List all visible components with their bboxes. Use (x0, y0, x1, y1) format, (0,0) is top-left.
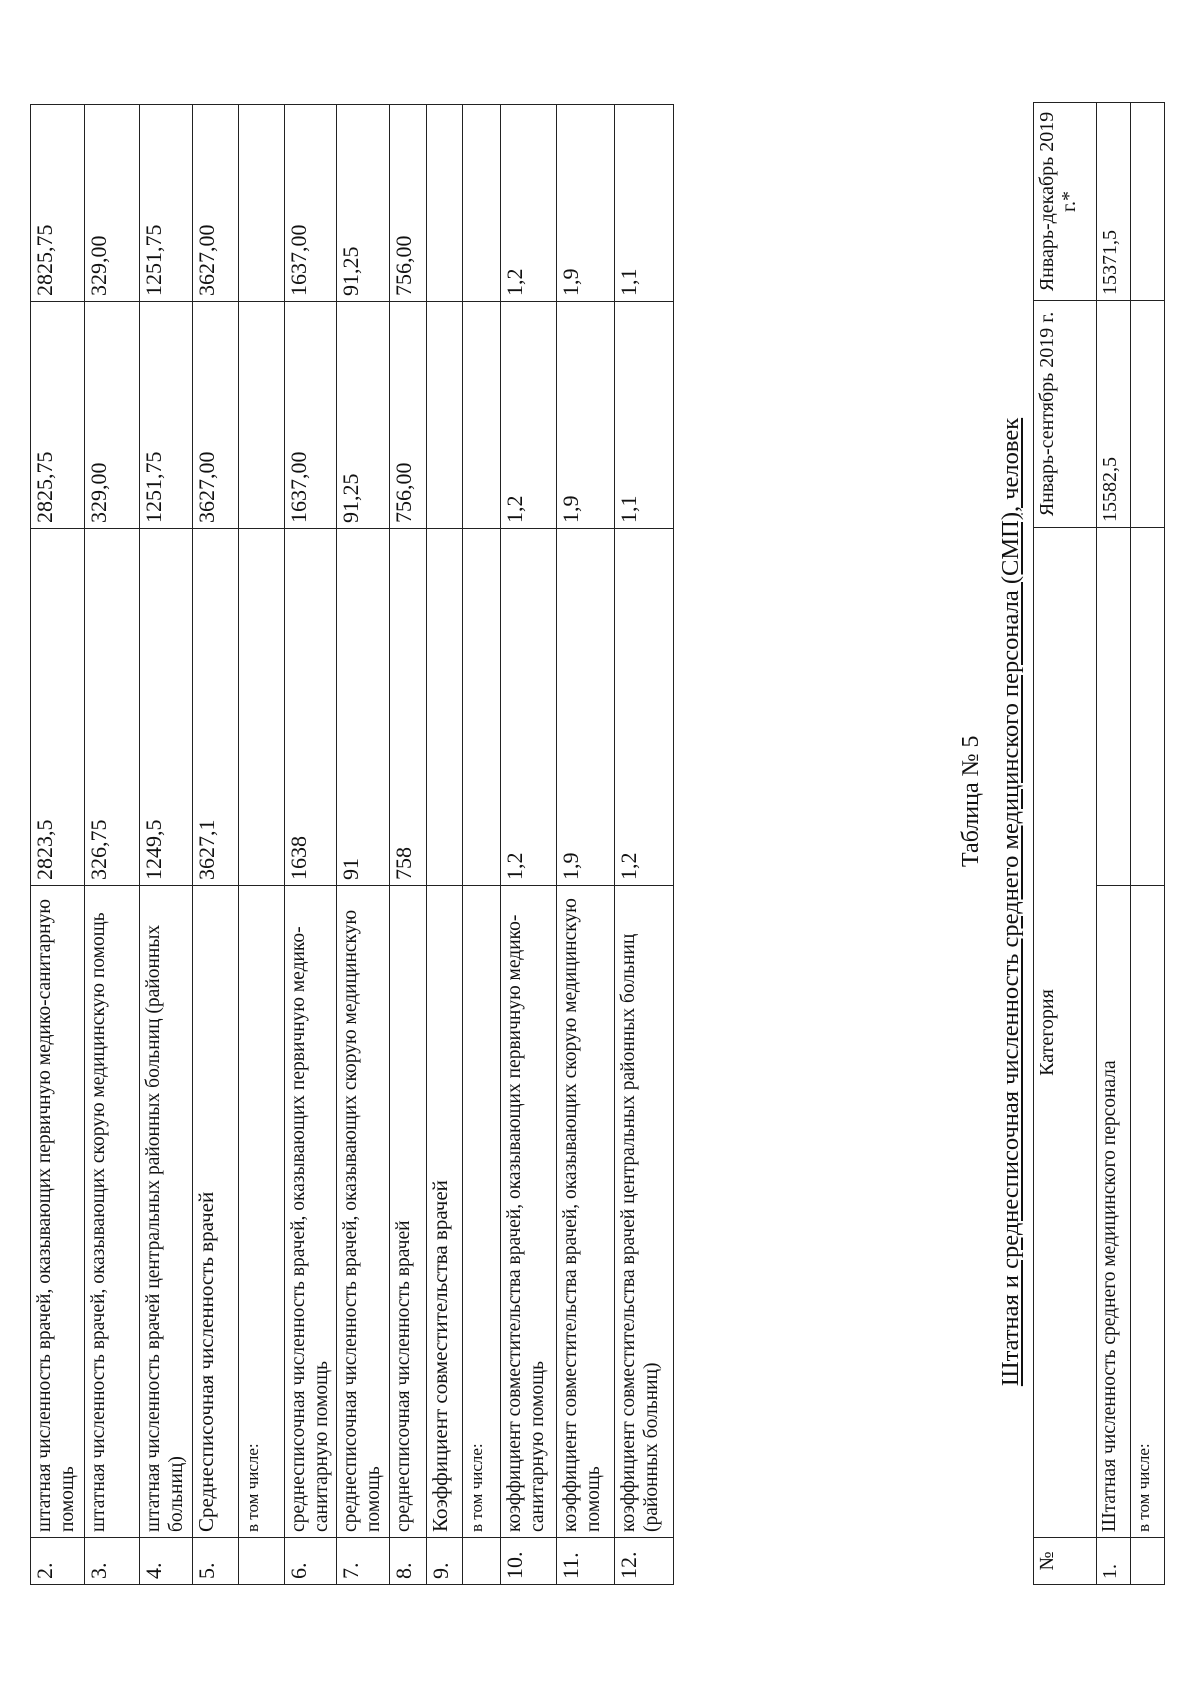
row-number: 4. (140, 1538, 193, 1585)
value-cell: 15371,5 (1097, 102, 1131, 300)
row-category: Штатная численность среднего медицинского персонала (1097, 886, 1131, 1538)
value-cell: 3627,1 (193, 529, 239, 886)
value-cell: 1638 (285, 529, 337, 886)
header-jan-dec: Январь-декабрь 2019 г.* (1034, 102, 1097, 300)
row-number: 5. (193, 1538, 239, 1585)
table-row (239, 105, 285, 1585)
value-cell: 2823,5 (31, 529, 85, 886)
value-cell: 2825,75 (31, 105, 85, 302)
table-header-row (1034, 102, 1097, 1584)
row-number: 8. (390, 1538, 427, 1585)
value-cell (239, 302, 285, 529)
row-category: коэффициент совместительства врачей, оказывающих первичную медико-санитарную помощь (501, 886, 557, 1538)
value-cell: 91,25 (337, 105, 390, 302)
table-row (337, 105, 390, 1585)
value-cell: 1,2 (501, 302, 557, 529)
table-row (1131, 102, 1165, 1584)
row-number (1131, 1538, 1165, 1585)
value-cell: 1,9 (557, 302, 615, 529)
table-row (501, 105, 557, 1585)
header-category: Категория (1034, 527, 1097, 1537)
value-cell (427, 302, 463, 529)
value-cell (239, 529, 285, 886)
table-title: Штатная и среднесписочная численность среднего медицинского персонала (СМП), человек (997, 417, 1024, 1387)
row-category: в том числе: (1131, 886, 1165, 1538)
table-row (1097, 102, 1131, 1584)
row-category: штатная численность врачей, оказывающих первичную медико-санитарную помощь (31, 886, 85, 1538)
row-number: 6. (285, 1538, 337, 1585)
table-row (31, 105, 85, 1585)
value-cell: 3627,00 (193, 302, 239, 529)
value-cell: 1,2 (615, 529, 674, 886)
value-cell: 2825,75 (31, 302, 85, 529)
row-number: 12. (615, 1538, 674, 1585)
row-category: Среднесписочная численность врачей (193, 886, 239, 1538)
doctors-staff-table (30, 104, 674, 1585)
value-cell: 756,00 (390, 105, 427, 302)
value-cell: 1637,00 (285, 302, 337, 529)
value-cell: 1251,75 (140, 105, 193, 302)
table-row (193, 105, 239, 1585)
row-category: Коэффициент совместительства врачей (427, 886, 463, 1538)
table-row (285, 105, 337, 1585)
value-cell (1131, 300, 1165, 527)
header-number: № (1034, 1538, 1097, 1585)
value-cell: 326,75 (85, 529, 140, 886)
value-cell: 91,25 (337, 302, 390, 529)
value-cell: 758 (390, 529, 427, 886)
row-category: среднесписочная численность врачей (390, 886, 427, 1538)
row-category: штатная численность врачей, оказывающих скорую медицинскую помощь (85, 886, 140, 1538)
value-cell (427, 105, 463, 302)
table-row (463, 105, 501, 1585)
value-cell: 15582,5 (1097, 300, 1131, 527)
value-cell: 1,2 (501, 529, 557, 886)
value-cell (1131, 102, 1165, 300)
table-row (390, 105, 427, 1585)
table-row (140, 105, 193, 1585)
value-cell: 1,9 (557, 105, 615, 302)
table-row (85, 105, 140, 1585)
row-number: 7. (337, 1538, 390, 1585)
value-cell (239, 105, 285, 302)
value-cell (427, 529, 463, 886)
value-cell: 329,00 (85, 302, 140, 529)
value-cell: 756,00 (390, 302, 427, 529)
value-cell: 1251,75 (140, 302, 193, 529)
row-number: 11. (557, 1538, 615, 1585)
row-number: 1. (1097, 1538, 1131, 1585)
row-number: 3. (85, 1538, 140, 1585)
value-cell: 1,9 (557, 529, 615, 886)
row-number (239, 1538, 285, 1585)
row-category: штатная численность врачей центральных районных больниц (районных больниц) (140, 886, 193, 1538)
row-category: коэффициент совместительства врачей центральных районных больниц (районных больниц) (615, 886, 674, 1538)
row-number: 9. (427, 1538, 463, 1585)
value-cell: 3627,00 (193, 105, 239, 302)
row-category: коэффициент совместительства врачей, оказывающих скорую медицинскую помощь (557, 886, 615, 1538)
header-jan-sep: Январь-сентябрь 2019 г. (1034, 300, 1097, 527)
value-cell: 1249,5 (140, 529, 193, 886)
row-category: среднесписочная численность врачей, оказывающих скорую медицинскую помощь (337, 886, 390, 1538)
table-caption: Таблица № 5 (958, 735, 984, 867)
row-number: 2. (31, 1538, 85, 1585)
table-row (557, 105, 615, 1585)
row-category: в том числе: (239, 886, 285, 1538)
value-cell (463, 302, 501, 529)
value-cell: 1,2 (501, 105, 557, 302)
row-category: среднесписочная численность врачей, оказывающих первичную медико-санитарную помощь (285, 886, 337, 1538)
row-number (463, 1538, 501, 1585)
value-cell: 1,1 (615, 105, 674, 302)
value-cell (463, 529, 501, 886)
table-row (615, 105, 674, 1585)
value-cell (463, 105, 501, 302)
row-number: 10. (501, 1538, 557, 1585)
value-cell (1131, 527, 1165, 885)
value-cell: 1,1 (615, 302, 674, 529)
table-row (427, 105, 463, 1585)
value-cell (1097, 527, 1131, 885)
value-cell: 329,00 (85, 105, 140, 302)
row-category: в том числе: (463, 886, 501, 1538)
value-cell: 1637,00 (285, 105, 337, 302)
nursing-staff-table (1033, 102, 1165, 1585)
value-cell: 91 (337, 529, 390, 886)
